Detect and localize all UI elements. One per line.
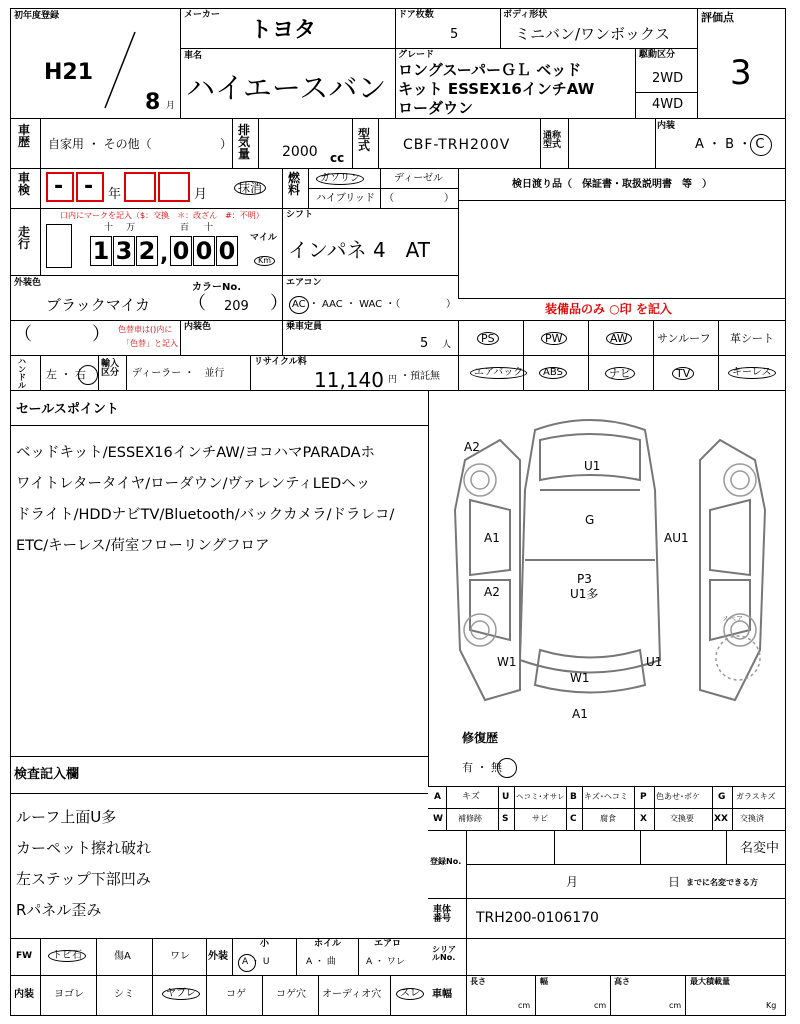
- aircon-ac-circle: [289, 296, 309, 314]
- recycle-unit: 円: [388, 375, 398, 385]
- drive-label: 駆動区分: [639, 50, 676, 60]
- interior-value: A ・ B ・ C: [695, 137, 765, 152]
- inspection-dash-1: -: [54, 174, 64, 199]
- first-registration-year: H21: [44, 60, 94, 85]
- mileage-unit-hyaku: 百: [180, 223, 190, 233]
- dimensions-label: 車幅: [432, 989, 452, 1000]
- equip-tv: TV: [672, 367, 694, 380]
- mileage-comma: ,: [160, 242, 169, 267]
- equip-ps: PS: [477, 332, 499, 345]
- mark-u1-roof: U1: [584, 459, 601, 473]
- equip-aw: AW: [606, 332, 632, 345]
- check-notes-label: 検査記入欄: [14, 767, 80, 782]
- mark-a2-left: A2: [484, 585, 500, 599]
- equip-abs: ABS: [539, 367, 567, 379]
- serial-label: シリアルNo.: [432, 945, 456, 962]
- aero-label: エアロ: [374, 939, 402, 949]
- import-label: 輸入区分: [101, 359, 120, 378]
- interior-stain: シミ: [114, 989, 134, 1000]
- inspection-box-4: [158, 172, 190, 202]
- mileage-digit: 2: [136, 236, 158, 266]
- mileage-label: 走行: [18, 225, 31, 251]
- car-name-label: 車名: [184, 51, 203, 61]
- interior-label: 内装: [657, 121, 676, 131]
- exterior-color-label: 外装色: [14, 278, 42, 288]
- color-change-open: （: [14, 324, 32, 345]
- length-unit: cm: [518, 1001, 531, 1010]
- color-change-note-1: 色替車は()内に: [118, 325, 173, 334]
- mileage-digit: 0: [216, 236, 238, 266]
- grade-line3: ローダウン: [398, 99, 474, 117]
- legend-value: 補修跡: [458, 814, 482, 823]
- fw-chip: トビ石: [48, 950, 86, 962]
- legend-key: A: [434, 792, 441, 802]
- drive-2wd: 2WD: [652, 71, 684, 86]
- documents-value: 検日渡り品（ 保証書・取扱説明書 等 ）: [512, 179, 712, 190]
- first-registration-month-unit: 月: [166, 101, 176, 111]
- inspection-box-3: [124, 172, 156, 202]
- sales-point-line: ドライト/HDDナビTV/Bluetooth/バックカメラ/ドラレコ/: [16, 507, 395, 523]
- displacement-unit: cc: [330, 151, 345, 165]
- legend-key: C: [570, 814, 577, 824]
- mileage-km: Km: [254, 256, 275, 266]
- legend-value: ガラスキズ: [736, 792, 776, 801]
- fw-scratch: 傷A: [114, 951, 131, 962]
- legend-value: キズ: [462, 792, 480, 802]
- mileage-mile: マイル: [250, 233, 277, 243]
- mark-a2-top: A2: [464, 440, 480, 454]
- mark-u1-many: U1多: [570, 587, 599, 601]
- interior-dirt: ヨゴレ: [54, 989, 84, 1000]
- handle-label: ハンドル: [18, 357, 26, 390]
- width-unit: cm: [594, 1001, 607, 1010]
- recycle-deposit: ・預託無: [400, 371, 440, 382]
- color-change-note-2: 「色替」と記入: [122, 339, 178, 348]
- recycle-value: 11,140: [314, 368, 384, 392]
- capacity-label: 乗車定員: [286, 322, 323, 332]
- mileage-digit: 3: [113, 236, 135, 266]
- legend-value: 交換要: [670, 814, 694, 823]
- equip-sunroof: サンルーフ: [657, 332, 711, 345]
- interior-c-circle: [750, 134, 772, 156]
- chassis-value: TRH200-0106170: [476, 910, 599, 926]
- sales-point-line: ベッドキット/ESSEX16インチAW/ヨコハマPARADAホ: [16, 445, 376, 461]
- equipment-title: 装備品のみ ○印 を記入: [545, 302, 672, 316]
- aircon-close: ）: [446, 299, 456, 310]
- grade-line2: キット ESSEX16インチAW: [398, 80, 595, 98]
- color-no-value: 209: [224, 299, 249, 314]
- check-note-line: 左ステップ下部凹み: [16, 870, 151, 888]
- legend-value: 腐食: [600, 814, 616, 823]
- wheel-opts: A ・ 曲: [306, 957, 336, 967]
- handle-value: 左 ・ 右: [46, 368, 86, 381]
- check-note-line: Rパネル歪み: [16, 901, 102, 919]
- score-value: 3: [730, 53, 752, 93]
- registration-no-label: 登録No.: [430, 857, 462, 866]
- history-value: 自家用 ・ その他（: [48, 137, 152, 151]
- recycle-label: リサイクル料: [254, 357, 307, 367]
- max-load-unit: Kg: [766, 1001, 777, 1010]
- equip-navi: ナビ: [605, 367, 635, 380]
- inspection-status: 抹消: [234, 181, 266, 195]
- mark-au1: AU1: [664, 531, 689, 545]
- first-registration-month: 8: [145, 90, 161, 115]
- height-label: 高さ: [614, 977, 630, 986]
- interior-tear: ヤブレ: [162, 988, 200, 1000]
- history-label: 車歴: [18, 123, 31, 149]
- shift-value: インパネ 4 AT: [288, 238, 431, 262]
- mileage-unit-man: 万: [126, 223, 136, 233]
- model-label: 型式: [358, 127, 371, 153]
- inspection-year-unit: 年: [108, 187, 122, 202]
- interior-audio-hole: オーディオ穴: [322, 989, 382, 1000]
- first-registration-label: 初年度登録: [14, 11, 60, 21]
- doors-value: 5: [450, 27, 459, 42]
- fuel-label: 燃料: [288, 171, 301, 197]
- legend-value: 交換済: [740, 814, 764, 823]
- car-name-value: ハイエースバン: [186, 71, 387, 105]
- legend-key: B: [570, 792, 577, 802]
- fw-crack: ワレ: [170, 951, 190, 962]
- capacity-unit: 人: [442, 340, 452, 350]
- shift-label: シフト: [286, 210, 314, 220]
- legend-key: W: [433, 814, 443, 824]
- exterior-small-label: 外装: [208, 951, 228, 962]
- capacity-value: 5: [420, 336, 429, 351]
- interior-color-label: 内装色: [184, 322, 212, 332]
- legend-key: U: [502, 792, 510, 802]
- mileage-digit: 1: [90, 236, 112, 266]
- small-a-circle: [238, 954, 256, 972]
- fuel-hybrid: ハイブリッド: [316, 193, 375, 204]
- legend-value: キズ･ヘコミ: [584, 792, 628, 801]
- mark-spare: スペア: [722, 615, 743, 623]
- max-load-label: 最大積載量: [690, 977, 730, 986]
- color-no-close: ）: [270, 293, 288, 314]
- check-note-line: ルーフ上面U多: [16, 808, 117, 826]
- displacement-label: 排気量: [238, 123, 251, 161]
- wheel-label: ホイル: [314, 939, 342, 949]
- aero-opts: A ・ ワレ: [366, 957, 405, 967]
- exterior-color-value: ブラックマイカ: [46, 296, 150, 314]
- name-change-status: 名変中: [740, 841, 780, 856]
- model-value: CBF-TRH200V: [403, 137, 511, 153]
- repair-label: 修復歴: [462, 731, 499, 745]
- sales-point-line: ワイトレタータイヤ/ローダウン/ヴァレンティLEDヘッ: [16, 476, 371, 492]
- small-label: 小: [260, 939, 270, 949]
- height-unit: cm: [669, 1001, 682, 1010]
- legend-value: 色あせ･ボケ: [656, 792, 700, 801]
- mark-g: G: [585, 513, 595, 527]
- registration-day: 日: [668, 875, 681, 889]
- aircon-label: エアコン: [286, 278, 322, 288]
- legend-key: P: [640, 792, 647, 802]
- equip-airbag: エアバック: [470, 367, 527, 379]
- vehicle-damage-diagram: [440, 400, 780, 730]
- mark-u1-right: U1: [646, 655, 663, 669]
- small-opts: A ・ U: [242, 957, 270, 967]
- width-label: 幅: [540, 977, 548, 986]
- body-type-value: ミニバン/ワンボックス: [515, 25, 670, 43]
- repair-no-circle: [497, 758, 517, 778]
- mark-a1-left: A1: [484, 531, 500, 545]
- mark-w1-rear: W1: [570, 671, 590, 685]
- registration-month: 月: [566, 875, 579, 889]
- history-close: ）: [220, 137, 233, 151]
- handle-right-circle: [78, 365, 98, 385]
- color-change-close: ）: [92, 324, 110, 345]
- maker-label: メーカー: [184, 10, 220, 20]
- body-type-label: ボディ形状: [503, 10, 548, 20]
- inspection-month-unit: 月: [194, 187, 208, 202]
- interior-row-label: 内装: [14, 989, 34, 1000]
- interior-rub: スレ: [396, 988, 424, 1000]
- legend-key: S: [502, 814, 509, 824]
- fuel-gasoline: ガソリン: [316, 173, 364, 185]
- fuel-diesel: ディーゼル: [394, 173, 443, 184]
- length-label: 長さ: [470, 977, 486, 986]
- doors-label: ドア枚数: [398, 10, 434, 20]
- mileage-box-blank: [46, 224, 72, 268]
- mileage-unit-ju: 十: [204, 223, 214, 233]
- equip-leather: 革シート: [730, 332, 774, 345]
- legend-value: サビ: [532, 814, 548, 823]
- legend-key: XX: [714, 814, 728, 824]
- mileage-digit: 0: [170, 236, 192, 266]
- mark-w1-left: W1: [497, 655, 517, 669]
- mileage-digit: 0: [193, 236, 215, 266]
- legend-key: X: [640, 814, 647, 824]
- legend-key: G: [718, 792, 726, 802]
- fw-label: FW: [16, 951, 33, 961]
- aircon-value: AC ・ AAC ・ WAC ・（: [292, 299, 401, 310]
- fuel-other-open: （: [384, 193, 394, 204]
- registration-note: までに名変できる方: [686, 878, 758, 887]
- mileage-note: 口内にマークを記入（$：交換 ＊：改ざん #：不明）: [60, 211, 264, 220]
- chassis-label: 車体番号: [433, 905, 452, 924]
- sales-point-line: ETC/キーレス/荷室フローリングフロア: [16, 538, 270, 554]
- fuel-other-close: ）: [444, 193, 454, 204]
- common-model-label: 通称型式: [543, 131, 562, 150]
- drive-4wd: 4WD: [652, 97, 684, 112]
- legend-value: ヘコミ･オサレ: [516, 792, 565, 801]
- inspection-label: 車検: [18, 171, 31, 197]
- import-value: ディーラー ・ 並行: [132, 368, 225, 379]
- mark-a1-rear: A1: [572, 707, 588, 721]
- score-label: 評価点: [701, 11, 734, 24]
- color-no-open: （: [188, 293, 206, 314]
- interior-burn: コゲ: [226, 989, 246, 1000]
- color-no-label: カラーNo.: [192, 282, 242, 293]
- check-note-line: カーペット擦れ破れ: [16, 839, 152, 857]
- maker-value: トヨタ: [250, 18, 317, 43]
- interior-burn-hole: コゲ穴: [276, 989, 306, 1000]
- mileage-unit-ju-man: 十: [104, 223, 114, 233]
- displacement-value: 2000: [282, 144, 318, 160]
- inspection-dash-2: -: [84, 174, 94, 199]
- equip-keyless: キーレス: [728, 367, 776, 379]
- grade-label: グレード: [398, 50, 435, 60]
- equip-pw: PW: [541, 332, 567, 345]
- sales-point-label: セールスポイント: [16, 402, 119, 417]
- registration-slash: [100, 30, 140, 110]
- grade-line1: ロングスーパーＧＬ ベッド: [398, 61, 582, 79]
- mark-p3: P3: [577, 572, 592, 586]
- repair-value: 有 ・ 無: [462, 761, 502, 774]
